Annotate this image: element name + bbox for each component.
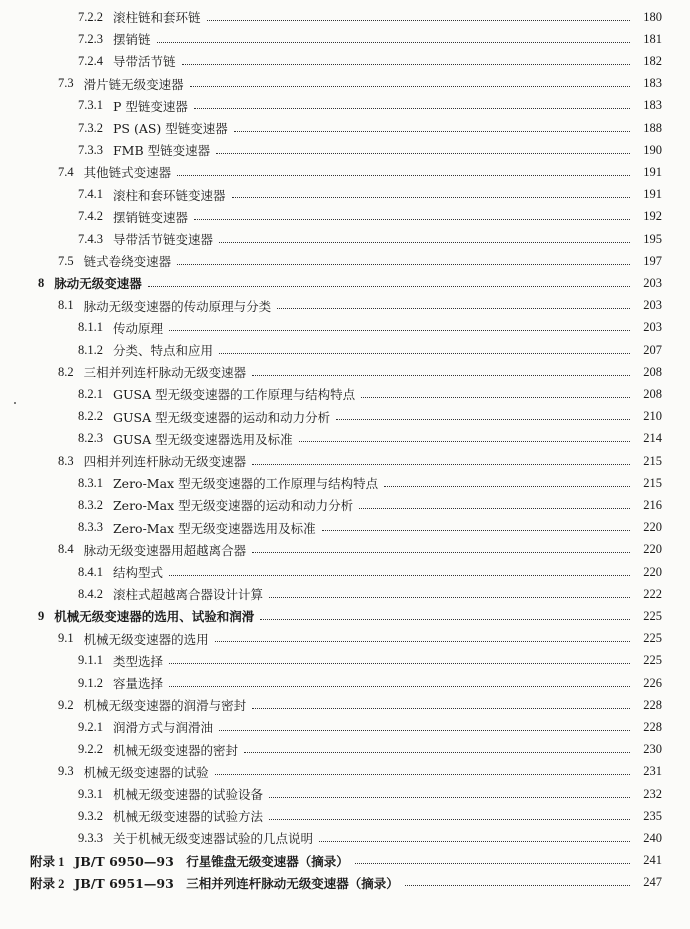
toc-entry-page: 220 bbox=[643, 564, 662, 579]
toc-entry-number: 9.2 bbox=[58, 697, 74, 712]
toc-entry-number: 8.3.3 bbox=[78, 520, 103, 535]
toc-entry-number: 9.3 bbox=[58, 764, 74, 779]
toc-entry-number: 7.3.2 bbox=[78, 120, 103, 135]
toc-entry-page: 183 bbox=[643, 98, 662, 113]
toc-entry-page: 225 bbox=[643, 653, 662, 668]
toc-entry-number: 附录 1 bbox=[30, 854, 65, 869]
toc-entry[interactable] bbox=[78, 494, 662, 516]
toc-entry-page: 195 bbox=[643, 231, 662, 246]
toc-entry-page: 232 bbox=[643, 786, 662, 801]
toc-entry[interactable] bbox=[78, 428, 662, 450]
toc-entry-page: 247 bbox=[643, 875, 662, 890]
toc-entry-number: 8.2.3 bbox=[78, 431, 103, 446]
toc-entry-number: 8.2.1 bbox=[78, 386, 103, 401]
toc-entry-page: 180 bbox=[643, 9, 662, 24]
toc-entry-number: 9.2.1 bbox=[78, 719, 103, 734]
toc-entry-page: 208 bbox=[643, 364, 662, 379]
dot-leader bbox=[252, 375, 630, 376]
toc-entry-number: 7.3.3 bbox=[78, 142, 103, 157]
dot-leader bbox=[182, 64, 630, 65]
toc-entry-page: 210 bbox=[643, 409, 662, 424]
toc-entry[interactable] bbox=[78, 805, 662, 827]
scan-speck bbox=[14, 402, 16, 404]
toc-entry-title: 容量选择 bbox=[113, 676, 164, 691]
toc-entry-page: 183 bbox=[643, 76, 662, 91]
toc-entry-title: 分类、特点和应用 bbox=[113, 343, 214, 358]
toc-entry[interactable] bbox=[30, 872, 662, 894]
toc-entry[interactable] bbox=[78, 739, 662, 761]
toc-entry-title: 导带活节链变速器 bbox=[113, 232, 214, 247]
dot-leader bbox=[252, 552, 630, 553]
toc-entry-page: 182 bbox=[643, 53, 662, 68]
toc-entry[interactable] bbox=[78, 517, 662, 539]
dot-leader bbox=[319, 841, 630, 842]
dot-leader bbox=[219, 353, 630, 354]
toc-entry-page: 220 bbox=[643, 520, 662, 535]
toc-entry[interactable] bbox=[78, 383, 662, 405]
toc-entry-number: 8.3 bbox=[58, 453, 74, 468]
toc-entry-number: 8.1.1 bbox=[78, 320, 103, 335]
dot-leader bbox=[234, 131, 630, 132]
toc-entry-page: 191 bbox=[643, 187, 662, 202]
dot-leader bbox=[355, 863, 630, 864]
toc-entry-page: 214 bbox=[643, 431, 662, 446]
toc-entry-number: 7.4.2 bbox=[78, 209, 103, 224]
toc-entry[interactable] bbox=[38, 605, 662, 627]
toc-entry-number: 附录 2 bbox=[30, 876, 65, 891]
dot-leader bbox=[299, 441, 630, 442]
toc-entry-title: GUSA 型无级变速器选用及标准 bbox=[113, 431, 293, 447]
dot-leader bbox=[215, 641, 630, 642]
dot-leader bbox=[194, 219, 630, 220]
dot-leader bbox=[148, 286, 630, 287]
toc-entry-page: 203 bbox=[643, 275, 662, 290]
toc-entry-title: PS (AS) 型链变速器 bbox=[113, 121, 228, 136]
toc-entry-number: 8.4 bbox=[58, 542, 74, 557]
toc-entry[interactable] bbox=[78, 583, 662, 605]
toc-entry[interactable] bbox=[78, 406, 662, 428]
toc-entry-number: 7.3 bbox=[58, 76, 74, 91]
dot-leader bbox=[190, 86, 630, 87]
dot-leader bbox=[384, 486, 630, 487]
toc-entry-page: 203 bbox=[643, 320, 662, 335]
toc-entry-number: 9.3.1 bbox=[78, 786, 103, 801]
toc-entry-number: 9 bbox=[38, 608, 45, 623]
toc-entry[interactable] bbox=[58, 250, 662, 272]
toc-entry-number: 8.2.2 bbox=[78, 409, 103, 424]
dot-leader bbox=[177, 264, 630, 265]
toc-entry-number: 7.2.3 bbox=[78, 31, 103, 46]
toc-entry-title: 四相并列连杆脉动无级变速器 bbox=[83, 454, 247, 469]
toc-entry-number: 8 bbox=[38, 275, 45, 290]
toc-entry-page: 225 bbox=[643, 608, 662, 623]
toc-entry-title: Zero-Max 型无级变速器的工作原理与结构特点 bbox=[113, 476, 379, 492]
dot-leader bbox=[157, 42, 630, 43]
toc-entry[interactable] bbox=[78, 50, 662, 72]
toc-entry-title: 传动原理 bbox=[113, 320, 164, 336]
dot-leader bbox=[215, 774, 630, 775]
toc-entry[interactable] bbox=[78, 672, 662, 694]
dot-leader bbox=[405, 885, 630, 886]
toc-entry-page: 240 bbox=[643, 830, 662, 845]
toc-entry[interactable] bbox=[58, 73, 662, 95]
toc-entry-title: Zero-Max 型无级变速器的运动和动力分析 bbox=[113, 498, 354, 514]
toc-entry-title: GUSA 型无级变速器的运动和动力分析 bbox=[113, 409, 331, 425]
toc-entry-page: 241 bbox=[643, 853, 662, 868]
toc-entry-title: GUSA 型无级变速器的工作原理与结构特点 bbox=[113, 387, 356, 403]
toc-entry-page: 203 bbox=[643, 298, 662, 313]
toc-entry[interactable] bbox=[78, 783, 662, 805]
toc-entry-number: 7.4.1 bbox=[78, 187, 103, 202]
toc-entry[interactable] bbox=[78, 117, 662, 139]
dot-leader bbox=[194, 108, 630, 109]
toc-entry[interactable] bbox=[58, 361, 662, 383]
toc-entry[interactable] bbox=[78, 28, 662, 50]
toc-entry[interactable] bbox=[78, 716, 662, 738]
toc-entry-number: 8.4.1 bbox=[78, 564, 103, 579]
toc-entry[interactable] bbox=[78, 139, 662, 161]
toc-entry[interactable] bbox=[58, 161, 662, 183]
toc-entry-page: 231 bbox=[643, 764, 662, 779]
toc-entry-title: 其他链式变速器 bbox=[83, 165, 172, 181]
toc-entry-page: 215 bbox=[643, 475, 662, 490]
toc-entry-title: 机械无级变速器的试验 bbox=[83, 764, 209, 780]
toc-entry-number: 8.2 bbox=[58, 364, 74, 379]
toc-entry-title: 滚柱链和套环链 bbox=[113, 10, 201, 25]
toc-entry-title: 机械无级变速器的密封 bbox=[113, 742, 239, 758]
toc-entry-number: 9.3.3 bbox=[78, 830, 103, 845]
toc-entry-number: 7.2.4 bbox=[78, 53, 103, 68]
toc-entry[interactable] bbox=[58, 450, 662, 472]
toc-entry[interactable] bbox=[30, 850, 662, 872]
toc-entry[interactable] bbox=[78, 6, 662, 28]
toc-entry-number: 8.4.2 bbox=[78, 586, 103, 601]
dot-leader bbox=[359, 508, 630, 509]
toc-entry[interactable] bbox=[78, 228, 662, 250]
toc-entry-title: 机械无级变速器的试验设备 bbox=[113, 787, 264, 802]
toc-entry-number: 9.1.1 bbox=[78, 653, 103, 668]
toc-entry-number: 9.1 bbox=[58, 631, 74, 646]
toc-entry-number: 7.2.2 bbox=[78, 9, 103, 24]
toc-entry-page: 228 bbox=[643, 697, 662, 712]
toc-entry-title: P 型链变速器 bbox=[113, 98, 188, 114]
toc-entry-title: JB/T 6950—93 行星锥盘无级变速器（摘录） bbox=[74, 853, 349, 869]
toc-entry-title: 机械无级变速器的润滑与密封 bbox=[83, 698, 247, 714]
toc-entry-title: 导带活节链 bbox=[113, 54, 176, 70]
toc-entry[interactable] bbox=[58, 295, 662, 317]
toc-entry-page: 216 bbox=[643, 497, 662, 512]
dot-leader bbox=[207, 20, 630, 21]
toc-entry-title: Zero-Max 型无级变速器选用及标准 bbox=[113, 520, 316, 536]
toc-entry[interactable] bbox=[78, 827, 662, 849]
toc-entry-title: 润滑方式与润滑油 bbox=[113, 720, 214, 736]
toc-entry-page: 208 bbox=[643, 386, 662, 401]
toc-entry-number: 7.4.3 bbox=[78, 231, 103, 246]
toc-entry-title: JB/T 6951—93 三相并列连杆脉动无级变速器（摘录） bbox=[74, 875, 399, 891]
dot-leader bbox=[169, 330, 630, 331]
toc-entry-title: 三相并列连杆脉动无级变速器 bbox=[83, 365, 247, 381]
toc-entry[interactable] bbox=[58, 539, 662, 561]
toc-entry-page: 192 bbox=[643, 209, 662, 224]
dot-leader bbox=[219, 730, 630, 731]
toc-entry[interactable] bbox=[78, 184, 662, 206]
toc-entry-page: 191 bbox=[643, 164, 662, 179]
toc-entry-number: 9.2.2 bbox=[78, 742, 103, 757]
dot-leader bbox=[361, 397, 630, 398]
toc-entry-title: 关于机械无级变速器试验的几点说明 bbox=[113, 831, 314, 847]
dot-leader bbox=[260, 619, 630, 620]
dot-leader bbox=[269, 797, 630, 798]
dot-leader bbox=[169, 575, 630, 576]
dot-leader bbox=[177, 175, 630, 176]
dot-leader bbox=[322, 530, 630, 531]
toc-entry[interactable] bbox=[78, 206, 662, 228]
toc-entry-title: 摆销链 bbox=[113, 32, 151, 48]
toc-entry[interactable] bbox=[78, 317, 662, 339]
toc-entry-number: 9.3.2 bbox=[78, 808, 103, 823]
toc-entry[interactable] bbox=[78, 95, 662, 117]
toc-entry[interactable] bbox=[58, 628, 662, 650]
toc-entry-title: 脉动无级变速器 bbox=[54, 276, 142, 292]
toc-entry-page: 230 bbox=[643, 742, 662, 757]
toc-entry-page: 188 bbox=[643, 120, 662, 135]
toc-entry[interactable] bbox=[58, 761, 662, 783]
dot-leader bbox=[169, 686, 630, 687]
toc-entry-title: 机械无级变速器的试验方法 bbox=[113, 809, 264, 825]
toc-entry[interactable] bbox=[38, 272, 662, 294]
toc-entry-title: 滑片链无级变速器 bbox=[83, 76, 184, 92]
toc-entry-number: 7.4 bbox=[58, 164, 74, 179]
dot-leader bbox=[336, 419, 630, 420]
toc-entry-page: 225 bbox=[643, 631, 662, 646]
toc-entry-page: 228 bbox=[643, 719, 662, 734]
toc-entry-number: 8.3.1 bbox=[78, 475, 103, 490]
toc-entry-page: 197 bbox=[643, 253, 662, 268]
toc-entry-title: 类型选择 bbox=[113, 653, 164, 669]
dot-leader bbox=[277, 308, 630, 309]
dot-leader bbox=[232, 197, 630, 198]
toc-entry-page: 235 bbox=[643, 808, 662, 823]
toc-entry-page: 222 bbox=[643, 586, 662, 601]
toc-entry-title: 机械无级变速器的选用 bbox=[83, 631, 209, 647]
dot-leader bbox=[244, 752, 630, 753]
toc-entry-number: 8.1 bbox=[58, 298, 74, 313]
toc-entry-title: 脉动无级变速器的传动原理与分类 bbox=[83, 298, 272, 314]
toc-entry-number: 7.3.1 bbox=[78, 98, 103, 113]
toc-entry[interactable] bbox=[78, 472, 662, 494]
toc-entry[interactable] bbox=[78, 339, 662, 361]
toc-entry-title: 滚柱和套环链变速器 bbox=[113, 187, 226, 203]
toc-entry-title: FMB 型链变速器 bbox=[113, 143, 211, 159]
toc-entry[interactable] bbox=[58, 694, 662, 716]
toc-entry-title: 摆销链变速器 bbox=[113, 209, 189, 225]
dot-leader bbox=[252, 708, 630, 709]
dot-leader bbox=[169, 663, 630, 664]
toc-entry-title: 机械无级变速器的选用、试验和润滑 bbox=[54, 609, 255, 625]
toc-entry-number: 9.1.2 bbox=[78, 675, 103, 690]
dot-leader bbox=[269, 819, 630, 820]
toc-entry-number: 7.5 bbox=[58, 253, 74, 268]
dot-leader bbox=[269, 597, 630, 598]
toc-entry-page: 220 bbox=[643, 542, 662, 557]
dot-leader bbox=[252, 464, 630, 465]
toc-entry-number: 8.1.2 bbox=[78, 342, 103, 357]
toc-entry-page: 181 bbox=[643, 31, 662, 46]
toc-entry-page: 207 bbox=[643, 342, 662, 357]
toc-entry-title: 链式卷绕变速器 bbox=[83, 254, 172, 270]
toc-entry-title: 滚柱式超越离合器设计计算 bbox=[113, 587, 264, 603]
dot-leader bbox=[219, 242, 630, 243]
toc-entry-number: 8.3.2 bbox=[78, 497, 103, 512]
toc-entry-title: 结构型式 bbox=[113, 565, 164, 580]
toc-entry-page: 215 bbox=[643, 453, 662, 468]
dot-leader bbox=[216, 153, 630, 154]
toc-entry[interactable] bbox=[78, 561, 662, 583]
toc-entry[interactable] bbox=[78, 650, 662, 672]
toc-entry-title: 脉动无级变速器用超越离合器 bbox=[83, 542, 247, 558]
toc-entry-page: 226 bbox=[643, 675, 662, 690]
toc-entry-page: 190 bbox=[643, 142, 662, 157]
